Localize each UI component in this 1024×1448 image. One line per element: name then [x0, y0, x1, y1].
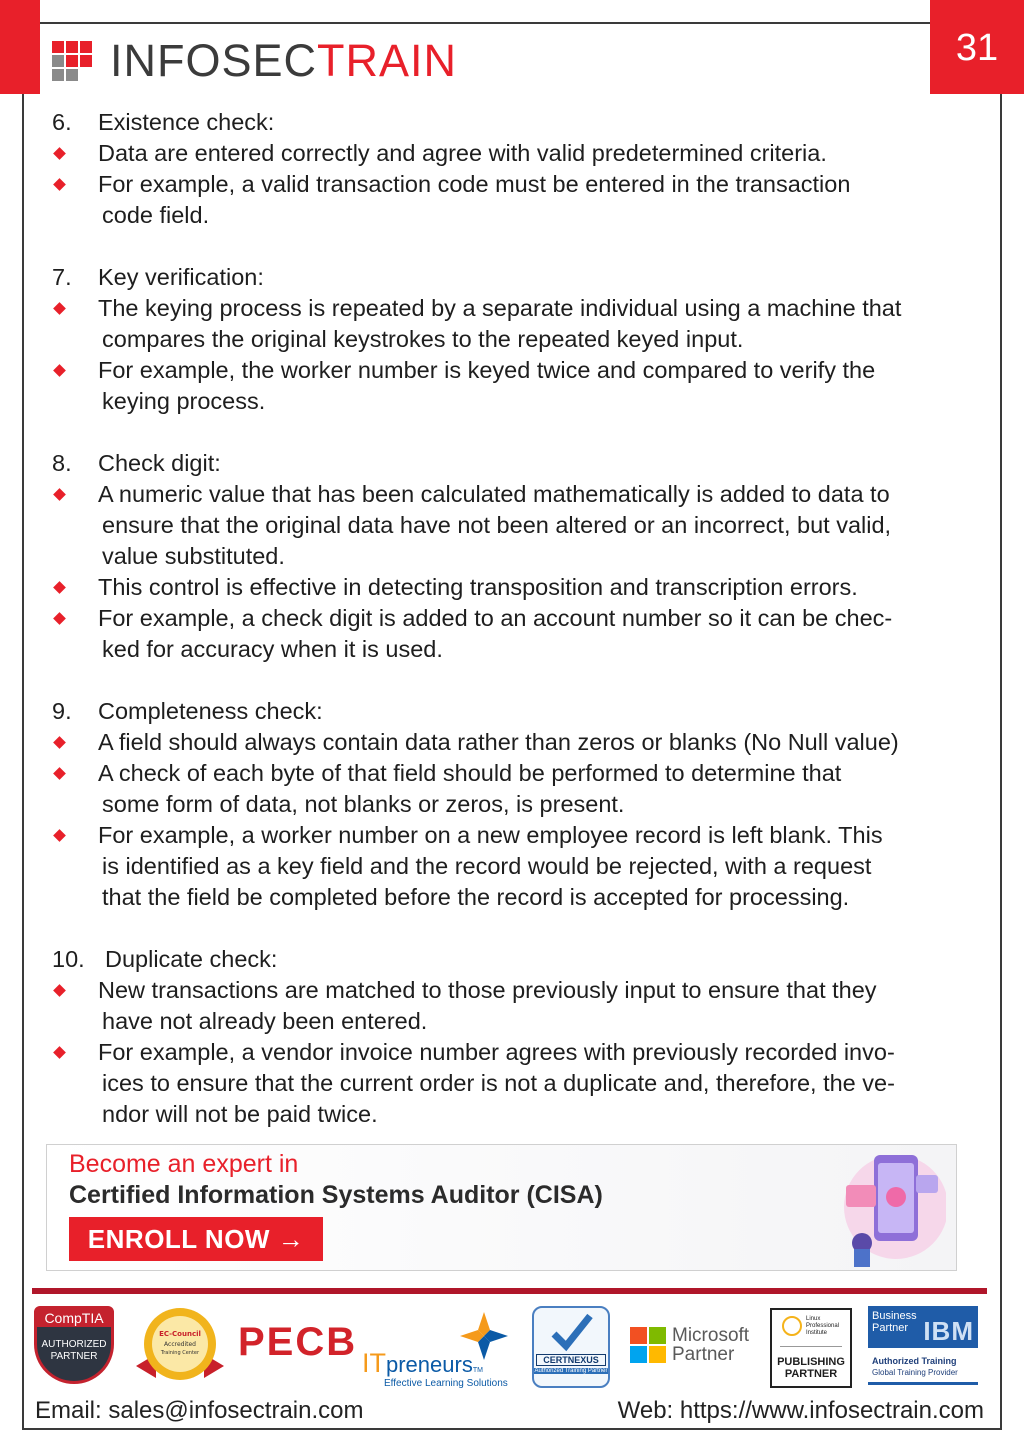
diamond-bullet-icon: [53, 767, 66, 780]
ec-council-badge: [128, 1304, 232, 1388]
diamond-bullet-icon: [53, 488, 66, 501]
bullet-line: ndor will not be paid twice.: [102, 1101, 378, 1127]
section-title: Duplicate check:: [105, 946, 278, 972]
bullet-line: some form of data, not blanks or zeros, is present.: [102, 791, 625, 817]
bullet-line: ices to ensure that the current order is not a duplicate and, therefore, the ve-: [102, 1070, 895, 1096]
bullet-item: [52, 479, 987, 572]
bullet-line: that the field be completed before the record is accepted for processing.: [102, 884, 850, 910]
infosectrain-logo: [52, 35, 458, 86]
section-number: 8.: [52, 450, 72, 476]
itpreneurs-tm: TM: [472, 1367, 483, 1374]
bullet-line: keying process.: [102, 388, 266, 414]
lpi-professional: Professional: [806, 1323, 840, 1329]
cisa-banner[interactable]: [46, 1144, 957, 1271]
bullet-line: compares the original keystrokes to the repeated keyed input.: [102, 326, 744, 352]
bullet-line: is identified as a key field and the record would be rejected, with a request: [102, 853, 872, 879]
logo-mark-icon: [52, 41, 92, 81]
bullet-line: A field should always contain data rather than zeros or blanks (No Null value): [98, 729, 899, 755]
ec-council-accredited: Accredited: [164, 1341, 196, 1348]
bullet-item: [52, 138, 987, 169]
bullet-item: [52, 1037, 987, 1130]
bullet-line: For example, the worker number is keyed twice and compared to verify the: [98, 357, 876, 383]
section-heading: [52, 944, 987, 975]
enroll-now-button[interactable]: ENROLL NOW →: [69, 1217, 323, 1261]
comptia-partner-logo: [34, 1306, 114, 1384]
diamond-bullet-icon: [53, 581, 66, 594]
footer-divider: [32, 1288, 987, 1294]
corner-accent-left: [0, 0, 40, 94]
bullet-line: value substituted.: [102, 543, 285, 569]
diamond-bullet-icon: [53, 178, 66, 191]
corner-accent-right: [930, 0, 1024, 94]
partner-logos: [32, 1300, 987, 1395]
lpi-publishing-partner-logo: [770, 1308, 852, 1388]
banner-illustration-icon: [826, 1145, 946, 1270]
lpi-circle-icon: [782, 1316, 802, 1336]
page-number: 31: [955, 26, 999, 69]
section-number: 6.: [52, 109, 72, 135]
bullet-line: For example, a worker number on a new employee record is left blank. This: [98, 822, 883, 848]
bullet-item: [52, 169, 987, 231]
section-number: 10.: [52, 946, 85, 972]
bullet-line: ked for accuracy when it is used.: [102, 636, 443, 662]
bullet-line: ensure that the original data have not been altered or an incorrect, but valid,: [102, 512, 892, 538]
lpi-institute: Institute: [806, 1330, 828, 1336]
itpreneurs-tagline: Effective Learning Solutions: [384, 1378, 508, 1389]
section-title: Check digit:: [98, 450, 221, 476]
comptia-authorized: AUTHORIZED: [41, 1339, 107, 1350]
bullet-line: Data are entered correctly and agree with valid predetermined criteria.: [98, 140, 827, 166]
diamond-bullet-icon: [53, 984, 66, 997]
section-title: Existence check:: [98, 109, 275, 135]
bullet-line: have not already been entered.: [102, 1008, 428, 1034]
logo-text-infosec: INFOSEC: [110, 35, 318, 86]
bullet-item: [52, 355, 987, 417]
section-heading: [52, 107, 987, 138]
itpreneurs-name: preneurs: [386, 1352, 473, 1377]
bullet-line: For example, a vendor invoice number agrees with previously recorded invo-: [98, 1039, 895, 1065]
bullet-line: code field.: [102, 202, 210, 228]
ibm-business: Business: [872, 1310, 917, 1322]
bullet-item: [52, 727, 987, 758]
bullet-line: A numeric value that has been calculated mathematically is added to data to: [98, 481, 890, 507]
section-number: 9.: [52, 698, 72, 724]
diamond-bullet-icon: [53, 612, 66, 625]
bullet-item: [52, 603, 987, 665]
banner-title: Certified Information Systems Auditor (CISA): [69, 1181, 603, 1209]
lpi-publishing: PUBLISHING: [777, 1356, 845, 1368]
diamond-bullet-icon: [53, 1046, 66, 1059]
section-heading: [52, 696, 987, 727]
bullet-item: [52, 820, 987, 913]
microsoft-partner-text: Partner: [672, 1344, 735, 1365]
diamond-bullet-icon: [53, 829, 66, 842]
diamond-bullet-icon: [53, 302, 66, 315]
microsoft-text: Microsoft: [672, 1325, 750, 1346]
logo-text-train: TRAIN: [317, 35, 458, 86]
itpreneurs-logo: [362, 1310, 516, 1390]
checkmark-icon: [550, 1312, 594, 1352]
bullet-line: A check of each byte of that field should be performed to determine that: [98, 760, 842, 786]
section-number: 7.: [52, 264, 72, 290]
footer-email[interactable]: Email: sales@infosectrain.com: [35, 1397, 364, 1424]
footer-website[interactable]: Web: https://www.infosectrain.com: [617, 1397, 984, 1424]
section-heading: [52, 262, 987, 293]
itpreneurs-it: IT: [362, 1348, 386, 1378]
section-heading: [52, 448, 987, 479]
ibm-authorized-training: Authorized Training: [872, 1356, 957, 1366]
microsoft-partner-logo: [630, 1326, 749, 1364]
certnexus-sub: Authorized Training Partner: [534, 1368, 608, 1374]
section-title: Key verification:: [98, 264, 264, 290]
certnexus-label: CERTNEXUS: [536, 1354, 606, 1366]
diamond-bullet-icon: [53, 736, 66, 749]
microsoft-windows-icon: [630, 1327, 666, 1363]
banner-subtitle: Become an expert in: [69, 1150, 299, 1178]
ibm-business-partner-logo: [868, 1306, 980, 1388]
bullet-line: This control is effective in detecting transposition and transcription errors.: [98, 574, 858, 600]
certnexus-logo: [532, 1306, 610, 1388]
lpi-partner: PARTNER: [784, 1368, 838, 1380]
diamond-bullet-icon: [53, 364, 66, 377]
comptia-label: CompTIA: [37, 1309, 111, 1327]
bullet-line: The keying process is repeated by a separate individual using a machine that: [98, 295, 902, 321]
bullet-item: [52, 293, 987, 355]
ibm-logo-text: IBM: [923, 1316, 974, 1346]
bullet-line: For example, a check digit is added to an account number so it can be chec-: [98, 605, 893, 631]
diamond-bullet-icon: [53, 147, 66, 160]
ec-council-training: Training Center: [160, 1350, 200, 1356]
bullet-line: For example, a valid transaction code must be entered in the transaction: [98, 171, 851, 197]
ec-council-text: EC-Council: [159, 1330, 201, 1338]
ibm-global-provider: Global Training Provider: [872, 1368, 958, 1377]
bullet-item: [52, 572, 987, 603]
section-title: Completeness check:: [98, 698, 323, 724]
pecb-logo: PECB: [238, 1320, 358, 1364]
ibm-partner: Partner: [872, 1322, 909, 1334]
main-content: [52, 107, 987, 1130]
comptia-partner: PARTNER: [50, 1351, 98, 1362]
lpi-linux: Linux: [806, 1316, 821, 1322]
bullet-item: [52, 975, 987, 1037]
bullet-item: [52, 758, 987, 820]
bullet-line: New transactions are matched to those previously input to ensure that they: [98, 977, 877, 1003]
